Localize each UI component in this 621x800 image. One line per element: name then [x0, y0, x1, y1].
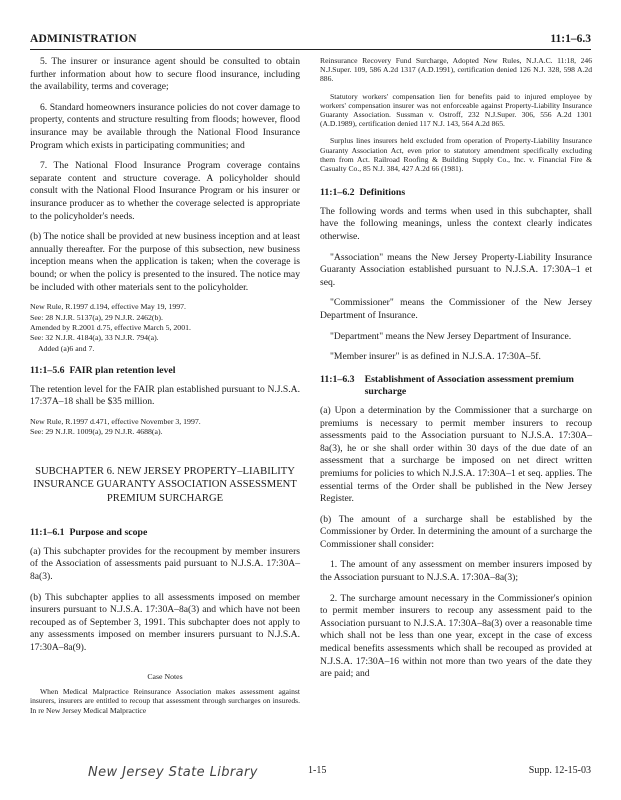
history-line: See: 32 N.J.R. 4184(a), 33 N.J.R. 794(a). — [30, 333, 159, 343]
left-column — [30, 56, 300, 723]
section-number: 11:1–6.3 — [320, 373, 355, 385]
case-note: Statutory workers' compensation lien for benefits paid to injured employee by workers' compensation insurer was not enforceable against Property-Liability Insurance Guaranty Association. Sussman v. Ostroff, 232 N.J.Super. 306, 556 A.2d 1301 (A.D.1989), certification denied 117 N.J. 143, 564 A.2d 865. — [320, 91, 592, 129]
history-line: See: 28 N.J.R. 5137(a), 29 N.J.R. 2462(b). — [30, 312, 163, 322]
section-title: FAIR plan retention level — [69, 365, 176, 377]
subchapter-heading: SUBCHAPTER 6. NEW JERSEY PROPERTY–LIABILITY INSURANCE GUARANTY ASSOCIATION ASSESSMENT PREMIUM SURCHARGE — [33, 465, 297, 504]
history-line: New Rule, R.1997 d.194, effective May 19, 1997. — [30, 302, 186, 312]
header-left: ADMINISTRATION — [30, 33, 137, 45]
case-note: Reinsurance Recovery Fund Surcharge, Adopted New Rules, N.J.A.C. 11:18, 246 N.J.Super. 109, 586 A.2d 1317 (A.D.1991), certification denied 126 N.J. 328, 598 A.2d 886. — [320, 56, 592, 84]
section-5-6-text: The retention level for the FAIR plan established pursuant to N.J.S.A. 17:37A–18 shall be $35 million. — [30, 383, 300, 408]
section-6-1-a: (a) This subchapter provides for the recoupment by member insurers of the Association of assessments paid pursuant to N.J.S.A. 17:30A–8a(3). — [30, 545, 300, 582]
section-6-3-a: (a) Upon a determination by the Commissioner that a surcharge on premiums is necessary to permit member insurers to recoup assessments paid to the Association pursuant to N.J.S.A. 17:30A–8a(3), he or she shall order within 30 days of the due date of an assessment that a surcharge be imposed on net direct written premiums for policies to which N.J.S.A. 17:30A–1 et seq. applies. The essential terms of the Order shall be published in the New Jersey Register. — [320, 404, 592, 505]
history-note-2 — [30, 417, 300, 437]
case-note: Surplus lines insurers held excluded from operation of Property-Liability Insurance Guaranty Association Act, even prior to statutory amendment specifically excluding them from Act. Railroad Roofing & Building Supply Co., Inc. v. Financial Fire & Casualty Co., 85 N.J. 384, 427 A.2d 66 (1981). — [320, 136, 592, 174]
paragraph-b: (b) The notice shall be provided at new business inception and at least annually thereafter. For the purpose of this subsection, new business inception means when the application is taken; when the coverage is bound; or when the policy is presented to the insured. The notice may be included with other materials sent to the policyholder. — [30, 231, 300, 293]
section-6-1-b: (b) This subchapter applies to all assessments imposed on member insurers pursuant to N.J.S.A. 17:30A–8a(3) and which have not been recouped as of September 3, 1991. This subchapter does not apply to any assessments imposed on member insurers pursuant to N.J.S.A. 17:30A–8a(9). — [30, 591, 300, 653]
history-line: See: 29 N.J.R. 1009(a), 29 N.J.R. 4688(a). — [30, 427, 163, 437]
definitions-intro: The following words and terms when used in this subchapter, shall have the following meanings, unless the context clearly indicates otherwise. — [320, 205, 592, 243]
item-6: 6. Standard homeowners insurance policies do not cover damage to property, contents and structure resulting from floods; however, flood insurance may be available through the National Flood Insurance Program which exists in participating communities; and — [30, 101, 300, 151]
section-title: Establishment of Association assessment premium surcharge — [364, 373, 574, 398]
section-heading-6-3 — [320, 374, 592, 399]
definition-member-insurer: "Member insurer" is as defined in N.J.S.A. 17:30A–5f. — [330, 351, 541, 363]
library-stamp: New Jersey State Library — [88, 765, 258, 780]
section-number: 11:1–6.2 — [320, 187, 355, 199]
section-title: Purpose and scope — [69, 527, 148, 539]
definition-commissioner: "Commissioner" means the Commissioner of the New Jersey Department of Insurance. — [320, 297, 592, 321]
section-number: 11:1–6.1 — [30, 527, 65, 539]
definition-department: "Department" means the New Jersey Department of Insurance. — [330, 330, 572, 342]
running-head — [30, 33, 591, 50]
case-notes-title: Case Notes — [147, 671, 183, 681]
section-heading-6-1 — [30, 527, 300, 540]
supplement-date: Supp. 12-15-03 — [528, 765, 591, 776]
history-line: Amended by R.2001 d.75, effective March 5, 2001. — [30, 322, 191, 332]
section-title: Definitions — [359, 187, 406, 199]
history-note-1 — [30, 302, 300, 353]
item-5: 5. The insurer or insurance agent should be consulted to obtain further information about how to secure flood insurance, including the availability, terms and coverage; — [30, 56, 300, 93]
section-6-3-b: (b) The amount of a surcharge shall be established by the Commissioner by Order. In determining the amount of a surcharge the Commissioner shall consider: — [320, 513, 592, 550]
history-line: Added (a)6 and 7. — [38, 343, 95, 353]
definition-association: "Association" means the New Jersey Property-Liability Insurance Guaranty Association established pursuant to N.J.S.A. 17:30A–1 et seq. — [320, 251, 592, 288]
history-line: New Rule, R.1997 d.471, effective November 3, 1997. — [30, 416, 201, 426]
header-right: 11:1–6.3 — [550, 33, 591, 45]
right-column — [320, 56, 592, 689]
section-6-3-b1: 1. The amount of any assessment on member insurers imposed by the Association pursuant to N.J.S.A. 17:30A–8a(3); — [320, 559, 592, 584]
page-number: 1-15 — [308, 765, 327, 776]
case-note: When Medical Malpractice Reinsurance Association makes assessment against insurers, insurers are entitled to recoup that assessment through surcharges on insureds. In re New Jersey Medical Malpractice — [30, 687, 300, 715]
section-6-3-b2: 2. The surcharge amount necessary in the Commissioner's opinion to permit member insurers to recoup any assessment paid to the Association pursuant to N.J.S.A. 17:30A–8a(3) over a reasonable time which shall not be less than one year, except in the case of excess medical benefits assessments which shall be recouped as provided at N.J.S.A. 17:30A–16 within not more than two years of the date they are paid; and — [320, 592, 592, 680]
item-7: 7. The National Flood Insurance Program coverage contains separate content and structure coverage. A policyholder should consult with the National Flood Insurance Program or his insurer or insurance producer as to whether the coverage selected is appropriate to the policyholder's needs. — [30, 160, 300, 222]
section-heading-5-6 — [30, 365, 300, 378]
section-number: 11:1–5.6 — [30, 365, 65, 377]
section-heading-6-2 — [320, 187, 592, 200]
page-footer — [30, 763, 591, 783]
